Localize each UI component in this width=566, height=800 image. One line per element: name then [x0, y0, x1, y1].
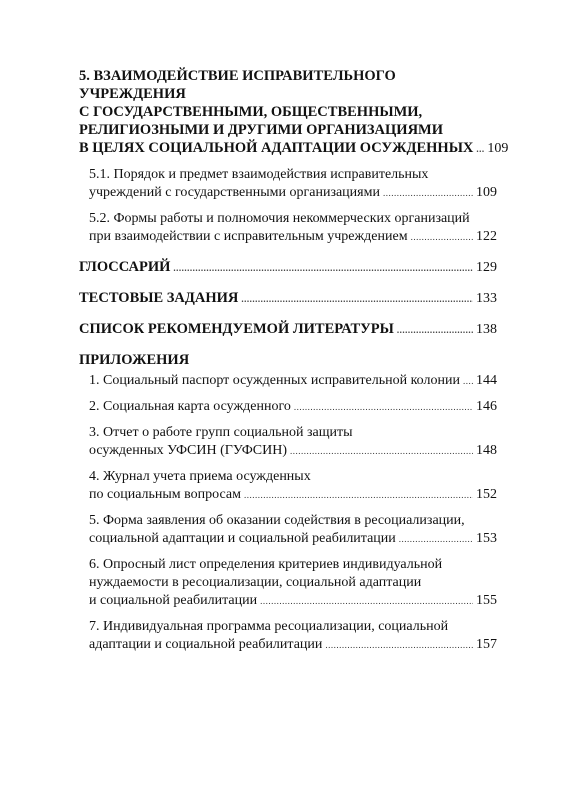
toc-entry-title: ГЛОССАРИЙ — [79, 259, 171, 275]
page-number: 133 — [476, 291, 497, 306]
dot-leader — [244, 486, 473, 504]
page-number: 152 — [476, 487, 497, 502]
page-number: 122 — [476, 229, 497, 244]
toc-entry-title-line: 5. ВЗАИМОДЕЙСТВИЕ ИСПРАВИТЕЛЬНОГО УЧРЕЖДЕНИЯ — [79, 68, 396, 102]
toc-entry-title-line: РЕЛИГИОЗНЫМИ И ДРУГИМИ ОРГАНИЗАЦИЯМИ — [79, 122, 444, 138]
table-of-contents — [79, 67, 509, 654]
toc-entry-literature — [79, 320, 497, 339]
toc-entry-title-line: 7. Индивидуальная программа ресоциализации, социальной — [89, 619, 449, 634]
dot-leader — [325, 636, 473, 654]
toc-entry-title-line: 3. Отчет о работе групп социальной защиты — [89, 425, 353, 440]
toc-entry-5-2 — [79, 210, 497, 246]
toc-entry-title-line: социальной адаптации и социальной реабилитации — [89, 531, 396, 546]
page-number: 138 — [476, 322, 497, 337]
page-number: 153 — [476, 531, 497, 546]
toc-entry-5-1 — [79, 166, 497, 202]
toc-entry-title-line: по социальным вопросам — [89, 487, 241, 502]
toc-entry-title-line: 6. Опросный лист определения критериев индивидуальной — [89, 557, 443, 572]
dot-leader — [290, 442, 473, 460]
appendix-item-4 — [79, 468, 497, 504]
dot-leader — [399, 530, 473, 548]
dot-leader — [383, 184, 473, 202]
toc-entry-title-line: учреждений с государственными организациями — [89, 185, 380, 200]
appendix-item-1 — [79, 372, 497, 390]
dot-leader — [260, 592, 473, 610]
toc-entry-title: ПРИЛОЖЕНИЯ — [79, 352, 190, 368]
dot-leader — [294, 398, 473, 416]
dot-leader — [463, 372, 473, 390]
page-number: 157 — [476, 637, 497, 652]
toc-entry-section-5 — [79, 67, 509, 158]
dot-leader — [411, 228, 473, 246]
toc-entry-title-line: адаптации и социальной реабилитации — [89, 637, 323, 652]
page-number: 146 — [476, 399, 497, 414]
toc-entry-title-line: 2. Социальная карта осужденного — [89, 399, 291, 414]
dot-leader — [241, 290, 473, 308]
toc-entry-title-line: 5.1. Порядок и предмет взаимодействия исправительных — [89, 167, 429, 182]
appendix-item-6 — [79, 556, 497, 610]
toc-entry-title: ТЕСТОВЫЕ ЗАДАНИЯ — [79, 290, 239, 306]
toc-entry-tests — [79, 289, 497, 308]
toc-entry-title-line: 4. Журнал учета приема осужденных — [89, 469, 311, 484]
page-number: 129 — [476, 260, 497, 275]
appendix-item-2 — [79, 398, 497, 416]
toc-entry-title-line: при взаимодействии с исправительным учреждением — [89, 229, 408, 244]
dot-leader — [397, 321, 473, 339]
toc-entry-title-line: С ГОСУДАРСТВЕННЫМИ, ОБЩЕСТВЕННЫМИ, — [79, 104, 423, 120]
toc-entry-title-line: и социальной реабилитации — [89, 593, 258, 608]
dot-leader — [476, 140, 484, 158]
appendix-item-3 — [79, 424, 497, 460]
toc-entry-title-line: 5.2. Формы работы и полномочия некоммерческих организаций — [89, 211, 470, 226]
toc-entry-title-line: 1. Социальный паспорт осужденных исправительной колонии — [89, 373, 460, 388]
page-number: 155 — [476, 593, 497, 608]
page-number: 109 — [476, 185, 497, 200]
appendix-item-7 — [79, 618, 497, 654]
toc-entry-title-line: осужденных УФСИН (ГУФСИН) — [89, 443, 287, 458]
page-number: 148 — [476, 443, 497, 458]
toc-entry-title-line: нуждаемости в ресоциализации, социальной адаптации — [89, 575, 422, 590]
page-number: 144 — [476, 373, 497, 388]
toc-entry-title-line: 5. Форма заявления об оказании содействия в ресоциализации, — [89, 513, 465, 528]
toc-entry-title: СПИСОК РЕКОМЕНДУЕМОЙ ЛИТЕРАТУРЫ — [79, 321, 394, 337]
appendix-item-5 — [79, 512, 497, 548]
page-number: 109 — [487, 141, 509, 156]
toc-entry-glossary — [79, 258, 497, 277]
toc-entry-appendices — [79, 351, 497, 369]
dot-leader — [173, 259, 473, 277]
toc-entry-title-line: В ЦЕЛЯХ СОЦИАЛЬНОЙ АДАПТАЦИИ ОСУЖДЕННЫХ — [79, 140, 474, 156]
